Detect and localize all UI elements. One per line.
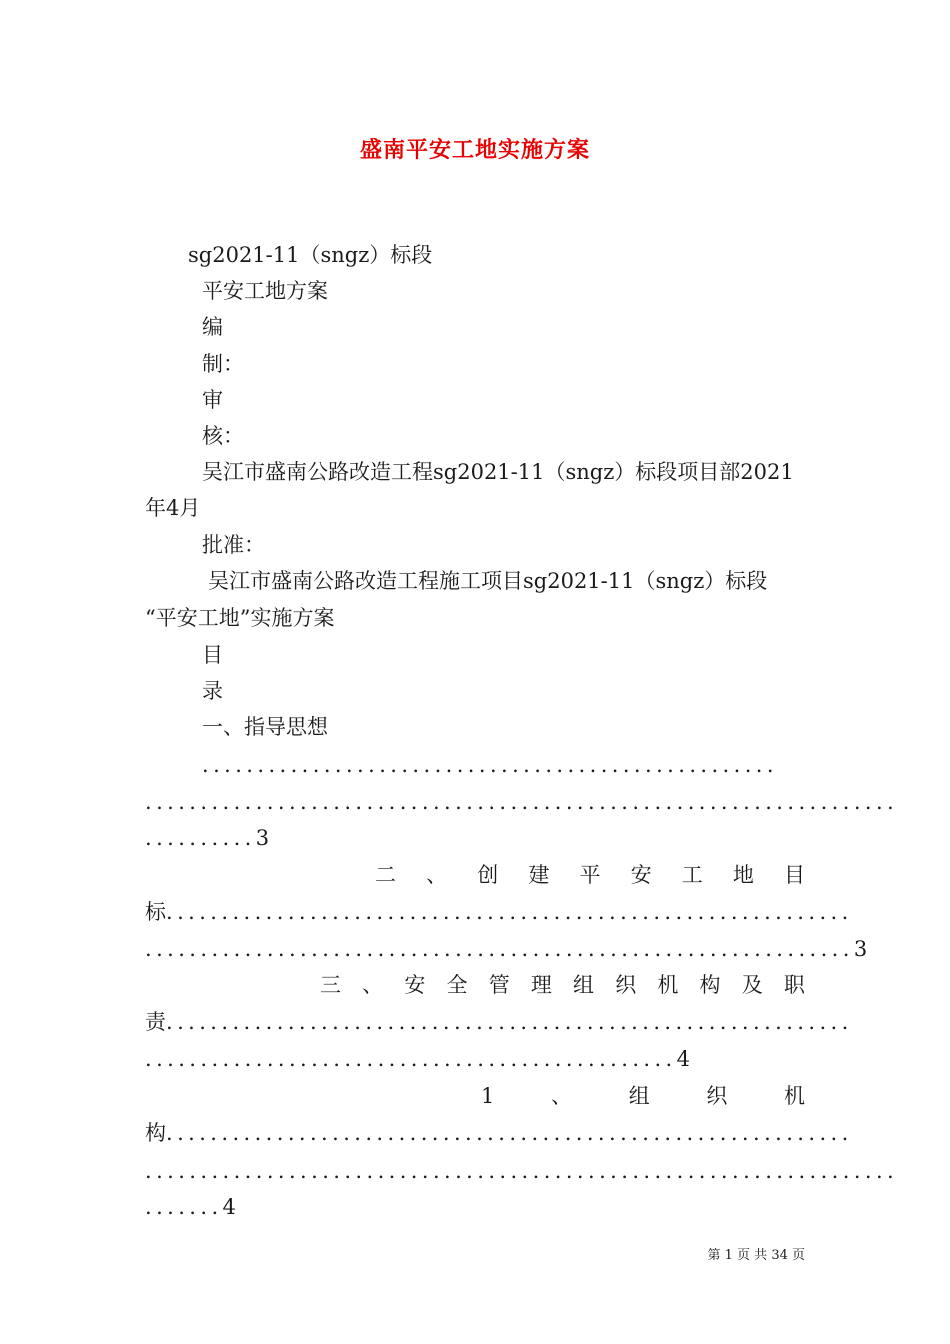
label-shen: 审 <box>202 388 223 412</box>
label-zhi: 制： <box>202 352 244 376</box>
toc-entry-4-heading: 1 、 组 织 机 <box>481 1084 805 1108</box>
document-title: 盛南平安工地实施方案 <box>359 137 590 163</box>
toc-entry-3-page: 4 <box>676 1047 690 1071</box>
toc-heading-mu: 目 <box>202 643 223 667</box>
toc-entry-4-leader-1: 构.............................................................. <box>145 1121 853 1145</box>
label-he: 核： <box>202 424 244 448</box>
toc-entry-1-page: 3 <box>255 826 270 850</box>
toc-heading-lu: 录 <box>202 679 223 703</box>
plan-title-line-1: 吴江市盛南公路改造工程施工项目sg2021-11（sngz）标段 <box>208 569 768 593</box>
department-line-1: 吴江市盛南公路改造工程sg2021-11（sngz）标段项目部2021 <box>202 460 794 484</box>
toc-entry-4-leader-2: .................................................................... <box>145 1159 899 1183</box>
toc-entry-2-leader-1: 标.............................................................. <box>145 900 853 924</box>
toc-entry-3-leader-2: ................................................4 <box>145 1047 690 1071</box>
section-code: sg2021-11（sngz）标段 <box>188 243 433 267</box>
toc-entry-2-page: 3 <box>853 937 868 961</box>
toc-entry-4-page: 4 <box>222 1195 236 1219</box>
plan-name: 平安工地方案 <box>202 279 328 303</box>
toc-entry-2-leader-2: ................................................................3 <box>145 937 868 961</box>
plan-title-line-2: “平安工地”实施方案 <box>145 606 335 630</box>
label-approve: 批准： <box>202 533 265 557</box>
toc-entry-1-leader-2: .................................................................... <box>145 790 899 814</box>
toc-entry-2-heading: 二 、 创 建 平 安 工 地 目 <box>375 863 805 887</box>
toc-entry-1-heading: 一、指导思想 <box>202 715 328 739</box>
toc-entry-4-leader-3: .......4 <box>145 1195 236 1219</box>
toc-entry-1-leader-3: ..........3 <box>145 826 270 850</box>
label-bian: 编 <box>202 315 223 339</box>
toc-entry-3-heading: 三 、 安 全 管 理 组 织 机 构 及 职 <box>320 973 805 997</box>
toc-entry-3-leader-1: 责.............................................................. <box>145 1010 853 1034</box>
toc-entry-1-leader-1: .................................................... <box>202 753 778 777</box>
page-footer: 第 1 页 共 34 页 <box>707 1248 805 1263</box>
department-line-2: 年4月 <box>145 496 201 520</box>
